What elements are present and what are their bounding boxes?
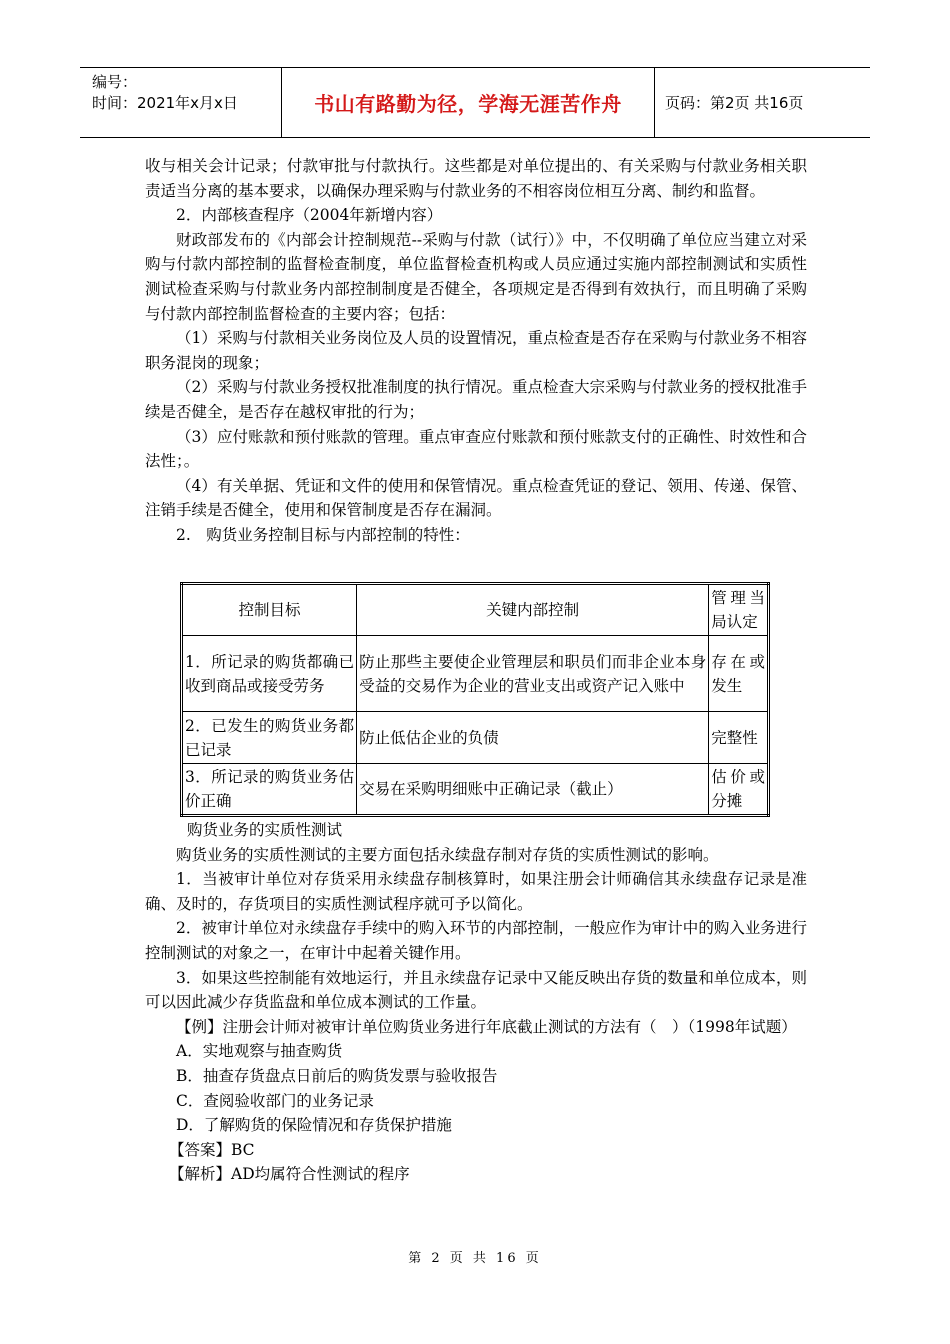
list-item: （3）应付账款和预付账款的管理。重点审查应付账款和预付账款支付的正确性、时效性和合法性；。 xyxy=(145,427,807,471)
list-item: （1）采购与付款相关业务岗位及人员的设置情况，重点检查是否存在采购与付款业务不相容职务混岗的现象； xyxy=(145,329,807,372)
table-cell: 1．所记录的购货都确已收到商品或接受劳务 xyxy=(182,636,357,712)
header-number: 编号： xyxy=(92,73,138,91)
table-cell: 交易在采购明细账中正确记录（截止） xyxy=(357,764,709,816)
option-d: D．了解购货的保险情况和存货保护措施 xyxy=(176,1116,452,1135)
analysis: 【解析】AD均属符合性测试的程序 xyxy=(169,1165,410,1184)
page-header xyxy=(80,67,870,138)
table-header-row xyxy=(182,584,769,636)
paragraph: 购货业务的实质性测试的主要方面包括永续盘存制对存货的实质性测试的影响。 xyxy=(176,845,719,864)
section-heading: 2. 购货业务控制目标与内部控制的特性： xyxy=(176,525,470,544)
table-cell: 2．已发生的购货业务都已记录 xyxy=(182,712,357,764)
section-heading: 购货业务的实质性测试 xyxy=(187,821,343,839)
table-cell: 3．所记录的购货业务估价正确 xyxy=(182,764,357,816)
option-c: C．查阅验收部门的业务记录 xyxy=(176,1091,374,1110)
table-cell: 防止低估企业的负债 xyxy=(357,712,709,764)
paragraph: 2．被审计单位对永续盘存手续中的购入环节的内部控制，一般应作为审计中的购入业务进行控制测试的对象之一，在审计中起着关键作用。 xyxy=(145,919,807,962)
table-cell: 存在或发生 xyxy=(709,636,769,712)
section-heading: 2．内部核查程序（2004年新增内容） xyxy=(176,206,443,225)
option-b: B．抽查存货盘点日前后的购货发票与验收报告 xyxy=(176,1066,498,1085)
control-objectives-table xyxy=(180,582,770,817)
header-motto-cell xyxy=(282,68,655,137)
page-footer: 第 2 页 共 16 页 xyxy=(408,1251,542,1266)
table-row xyxy=(182,764,769,816)
header-page-info: 页码：第2页 共16页 xyxy=(665,94,804,112)
table-row xyxy=(182,712,769,764)
table-cell: 防止那些主要使企业管理层和职员们而非企业本身受益的交易作为企业的营业支出或资产记入账中 xyxy=(357,636,709,712)
example-question: 【例】注册会计师对被审计单位购货业务进行年底截止测试的方法有（ ）（1998年试题） xyxy=(176,1017,797,1036)
table-cell: 完整性 xyxy=(709,712,769,764)
header-meta xyxy=(80,68,282,137)
paragraph: 收与相关会计记录；付款审批与付款执行。这些都是对单位提出的、有关采购与付款业务相关职责适当分离的基本要求，以确保办理采购与付款业务的不相容岗位相互分离、制约和监督。 xyxy=(145,157,807,200)
list-item: （2）采购与付款业务授权批准制度的执行情况。重点检查大宗采购与付款业务的授权批准手续是否健全，是否存在越权审批的行为； xyxy=(145,378,807,421)
answer: 【答案】BC xyxy=(169,1140,255,1159)
table-header-cell: 关键内部控制 xyxy=(357,584,709,636)
body-text-bottom xyxy=(145,818,807,1187)
paragraph: 财政部发布的《内部会计控制规范--采购与付款（试行）》中，不仅明确了单位应当建立对采购与付款内部控制的监督检查制度，单位监督检查机构或人员应通过实施内部控制测试和实质性测试检查采购与付款业务内部控制制度是否健全，各项规定是否得到有效执行，而且明确了采购与付款内部控制监督检查的主要内容；包括： xyxy=(145,230,807,323)
table-header-cell: 管理当局认定 xyxy=(709,584,769,636)
paragraph: 3．如果这些控制能有效地运行，并且永续盘存记录中又能反映出存货的数量和单位成本，则可以因此减少存货监盘和单位成本测试的工作量。 xyxy=(145,968,807,1012)
table-header-cell: 控制目标 xyxy=(182,584,357,636)
header-motto: 书山有路勤为径，学海无涯苦作舟 xyxy=(314,92,622,116)
header-time: 时间：2021年x月x日 xyxy=(92,94,238,112)
table-cell: 估价或分摊 xyxy=(709,764,769,816)
option-a: A．实地观察与抽查购货 xyxy=(176,1042,343,1061)
table-row xyxy=(182,636,769,712)
body-text-top xyxy=(145,154,807,548)
paragraph: 1．当被审计单位对存货采用永续盘存制核算时，如果注册会计师确信其永续盘存记录是准确、及时的，存货项目的实质性测试程序就可予以简化。 xyxy=(145,870,807,913)
list-item: （4）有关单据、凭证和文件的使用和保管情况。重点检查凭证的登记、领用、传递、保管、注销手续是否健全，使用和保管制度是否存在漏洞。 xyxy=(145,476,807,520)
